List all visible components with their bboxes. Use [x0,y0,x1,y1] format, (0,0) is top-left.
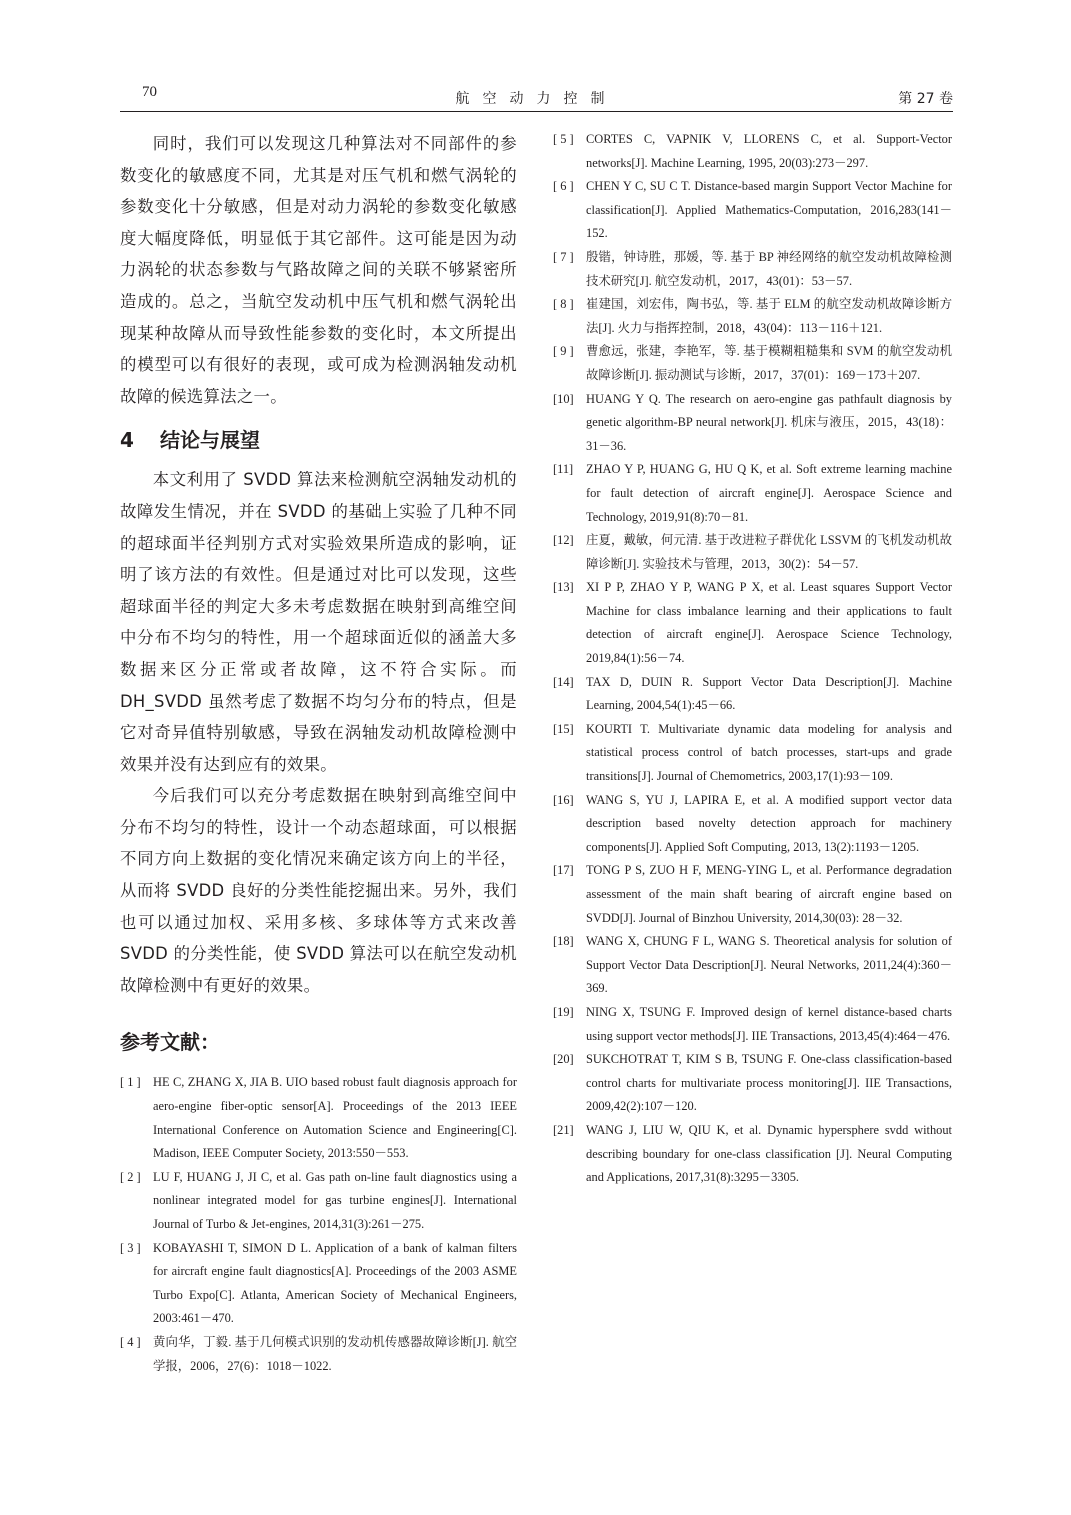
reference-number: [ 9 ] [553,344,574,359]
section-title: 结论与展望 [160,428,260,453]
reference-item [120,1071,517,1165]
reference-number: [21] [553,1122,574,1137]
reference-item [553,175,952,246]
reference-number: [ 6 ] [553,179,574,194]
reference-number: [12] [553,533,574,548]
reference-item [553,388,952,459]
reference-list-right [553,128,952,1190]
reference-item [553,128,952,175]
reference-text: 曹愈远，张建，李艳军，等. 基于模糊粗糙集和 SVM 的航空发动机故障诊断[J]. 振动测试与诊断，2017，37(01)：169－173＋207. [586,344,952,382]
page-number: 70 [142,84,157,100]
reference-number: [ 5 ] [553,132,574,146]
reference-number: [19] [553,1004,574,1019]
reference-item [553,859,952,930]
reference-text: HUANG Y Q. The research on aero-engine gas pathfault diagnosis by genetic algorithm-BP neural network[J]. 机床与液压，2015，43(18)：31－36. [586,391,952,453]
reference-number: [18] [553,934,574,949]
header-rule [120,111,953,112]
reference-text: XI P P, ZHAO Y P, WANG P X, et al. Least squares Support Vector Machine for class imbalance learning and their applications to fault detection of aircraft engine[J]. Aerospace Science Technology, 2019,84(1):56－74. [586,580,952,666]
reference-item [553,1001,952,1048]
reference-item [553,671,952,718]
reference-text: 庄夏，戴敏，何元清. 基于改进粒子群优化 LSSVM 的飞机发动机故障诊断[J]. 实验技术与管理，2013，30(2)：54－57. [586,533,952,571]
reference-text: HE C, ZHANG X, JIA B. UIO based robust fault diagnosis approach for aero-engine fiber-optic sensor[A]. Proceedings of the 2013 IEEE International Conference on Automation Science and Engineering[C]. Madison, IEEE Computer Society, 2013:550－553. [153,1075,517,1161]
reference-item [553,789,952,860]
reference-number: [ 1 ] [120,1075,141,1090]
reference-text: ZHAO Y P, HUANG G, HU Q K, et al. Soft extreme learning machine for fault detection of aircraft engine[J]. Aerospace Science and Technology, 2019,91(8):70－81. [586,462,952,524]
reference-item [553,1119,952,1190]
reference-text: WANG X, CHUNG F L, WANG S. Theoretical analysis for solution of Support Vector Data Description[J]. Neural Networks, 2011,24(4):360－369. [586,934,952,996]
reference-text: KOURTI T. Multivariate dynamic data modeling for analysis and statistical process control of batch processes, start-ups and grade transitions[J]. Journal of Chemometrics, 2003,17(1):93－109. [586,721,952,784]
reference-item [120,1331,517,1378]
reference-text: TONG P S, ZUO H F, MENG-YING L, et al. Performance degradation assessment of the main shaft bearing of aircraft engine based on SVDD[J]. Journal of Binzhou University, 2014,30(03): 28－32. [586,863,952,925]
section-number: 4 [120,428,134,453]
reference-number: [ 7 ] [553,249,574,264]
reference-number: [ 8 ] [553,297,574,312]
reference-item [553,576,952,670]
running-header [120,84,953,112]
reference-text: 殷锴，钟诗胜，那媛，等. 基于 BP 神经网络的航空发动机故障检测技术研究[J]. 航空发动机，2017，43(01)：53－57. [586,249,952,288]
reference-item [553,529,952,576]
reference-text: KOBAYASHI T, SIMON D L. Application of a bank of kalman filters for aircraft engine fault diagnostics[A]. Proceedings of the 2003 ASME Turbo Expo[C]. Atlanta, American Society of Mechanical Engineers, 2003:461－470. [153,1240,517,1326]
journal-name: 航空动力控制 [455,91,618,107]
volume-label: 第 27 卷 [898,91,953,107]
reference-text: WANG S, YU J, LAPIRA E, et al. A modified support vector data description based novelty detection approach for machinery components[J]. Applied Soft Computing, 2013, 13(2):1193－1205. [586,792,952,854]
reference-item [553,246,952,293]
reference-text: WANG J, LIU W, QIU K, et al. Dynamic hypersphere svdd without describing boundary for one-class classification [J]. Neural Computing and Applications, 2017,31(8):3295－3305. [586,1122,952,1185]
references-heading: 参考文献： [120,1030,220,1055]
reference-item [553,458,952,529]
reference-text: TAX D, DUIN R. Support Vector Data Description[J]. Machine Learning, 2004,54(1):45－66. [586,674,952,713]
right-column [553,128,952,1190]
reference-number: [17] [553,863,574,878]
paragraph-conclusion: 本文利用了 SVDD 算法来检测航空涡轴发动机的故障发生情况，并在 SVDD 的基础上实验了几种不同的超球面半径判别方式对实验效果所造成的影响，证明了该方法的有效性。但是通过对比可以发现，这些超球面半径的判定大多未考虑数据在映射到高维空间中分布不均匀的特性，用一个超球面近似的涵盖大多数据来区分正常或者故障，这不符合实际。而 DH_SVDD 虽然考虑了数据不均匀分布的特点，但是它对奇异值特别敏感，导致在涡轴发动机故障检测中效果并没有达到应有的效果。 [120,470,517,774]
reference-number: [14] [553,674,574,689]
reference-item [553,293,952,340]
reference-number: [13] [553,580,574,595]
reference-number: [10] [553,391,574,406]
section-heading-conclusion [120,422,517,458]
reference-list-left [120,1071,517,1378]
left-column [120,128,517,1378]
reference-number: [ 4 ] [120,1334,141,1349]
reference-item [553,1048,952,1119]
reference-number: [15] [553,721,574,736]
reference-text: SUKCHOTRAT T, KIM S B, TSUNG F. One-class classification-based control charts for multivariate process monitoring[J]. IIE Transactions, 2009,42(2):107－120. [586,1052,952,1114]
reference-text: 黄向华，丁毅. 基于几何模式识别的发动机传感器故障诊断[J]. 航空学报，2006，27(6)：1018－1022. [153,1334,517,1373]
reference-number: [11] [553,462,574,477]
paragraph-results-summary: 同时，我们可以发现这几种算法对不同部件的参数变化的敏感度不同，尤其是对压气机和燃气涡轮的参数变化十分敏感，但是对动力涡轮的参数变化敏感度大幅度降低，明显低于其它部件。这可能是因为动力涡轮的状态参数与气路故障之间的关联不够紧密所造成的。总之，当航空发动机中压气机和燃气涡轮出现某种故障从而导致性能参数的变化时，本文所提出的模型可以有很好的表现，或可成为检测涡轴发动机故障的候选算法之一。 [120,134,517,406]
reference-item [553,930,952,1001]
reference-number: [ 2 ] [120,1169,141,1184]
reference-text: CHEN Y C, SU C T. Distance-based margin Support Vector Machine for classification[J]. Applied Mathematics-Computation, 2016,283(141－152. [586,179,952,241]
paragraph-future-work: 今后我们可以充分考虑数据在映射到高维空间中分布不均匀的特性，设计一个动态超球面，可以根据不同方向上数据的变化情况来确定该方向上的半径，从而将 SVDD 良好的分类性能挖掘出来。另外，我们也可以通过加权、采用多核、多球体等方式来改善 SVDD 的分类性能，使 SVDD 算法可以在航空发动机故障检测中有更好的效果。 [120,786,517,995]
reference-text: 崔建国，刘宏伟，陶书弘，等. 基于 ELM 的航空发动机故障诊断方法[J]. 火力与指挥控制，2018，43(04)：113－116＋121. [586,297,952,335]
reference-item [120,1237,517,1331]
reference-text: LU F, HUANG J, JI C, et al. Gas path on-line fault diagnostics using a nonlinear integrated model for gas turbine engines[J]. International Journal of Turbo & Jet-engines, 2014,31(3):261－275. [153,1169,517,1231]
reference-item [553,718,952,789]
reference-item [553,340,952,387]
reference-text: NING X, TSUNG F. Improved design of kernel distance-based charts using support vector methods[J]. IIE Transactions, 2013,45(4):464－476. [586,1004,952,1043]
reference-number: [ 3 ] [120,1240,141,1255]
reference-number: [20] [553,1052,574,1067]
reference-item [120,1166,517,1237]
reference-text: CORTES C, VAPNIK V, LLORENS C, et al. Support-Vector networks[J]. Machine Learning, 1995, 20(03):273－297. [586,132,952,170]
reference-number: [16] [553,792,574,807]
